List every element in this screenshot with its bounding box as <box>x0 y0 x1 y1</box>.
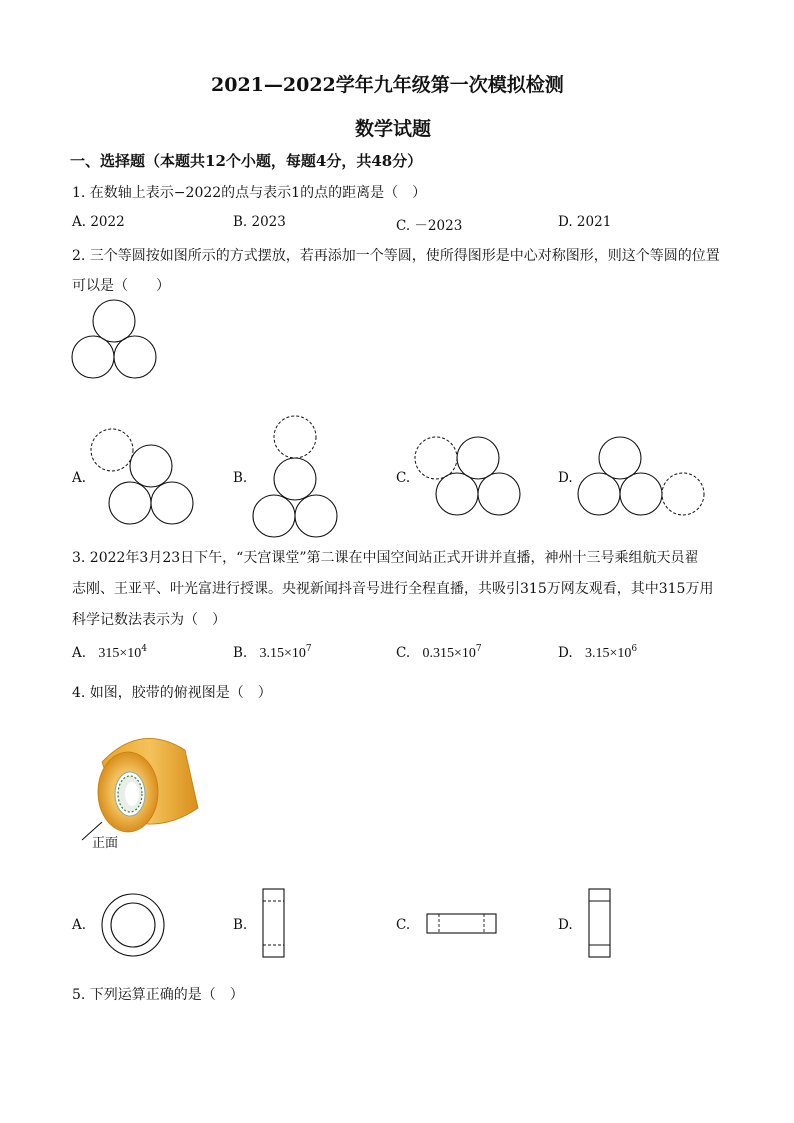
question-4-option-a-figure <box>98 893 168 963</box>
figure-circle-left <box>72 336 114 378</box>
question-4-option-c-label: C. <box>396 917 411 933</box>
figure-circle-left <box>436 473 478 515</box>
question-4-option-c-figure <box>426 913 500 937</box>
question-2-option-a-figure <box>88 426 198 526</box>
question-3-stem-line3: 科学记数法表示为（ ） <box>72 612 226 628</box>
inner-ring <box>111 903 155 947</box>
question-4-option-a-label: A. <box>72 917 87 933</box>
question-1-option-a: A. 2022 <box>72 214 125 230</box>
option-mantissa: 3.15×10 <box>584 646 632 661</box>
figure-circle-right <box>295 495 337 537</box>
figure-circle-right <box>620 473 662 515</box>
question-3-option-c <box>396 645 482 662</box>
figure-circle-top <box>599 437 641 479</box>
figure-circle-top <box>457 437 499 479</box>
question-1-option-b: B. 2023 <box>233 214 286 230</box>
question-2-option-c-figure <box>412 432 532 532</box>
question-2-stem-line2: 可以是（ ） <box>72 278 170 294</box>
figure-circle-top <box>274 458 316 500</box>
question-2-stem-line1: 2. 三个等圆按如图所示的方式摆放，若再添加一个等圆，使所得图形是中心对称图形，则这个等圆的位置 <box>72 248 720 264</box>
front-label: 正面 <box>92 836 119 851</box>
question-2-option-b-figure <box>250 412 350 542</box>
dashed-circle <box>415 437 457 479</box>
option-mantissa: 315×10 <box>98 646 142 661</box>
question-1-option-c: C. －2023 <box>396 218 463 234</box>
question-1-stem: 1. 在数轴上表示−2022的点与表示1的点的距离是（ ） <box>72 185 427 201</box>
question-2-option-a-label: A. <box>72 470 87 486</box>
question-5-stem: 5. 下列运算正确的是（ ） <box>72 987 244 1003</box>
question-4-option-d-label: D. <box>558 917 573 933</box>
question-2-option-d-figure <box>574 432 714 532</box>
question-3-stem-line1: 3. 2022年3月23日下午，“天宫课堂”第二课在中国空间站正式开讲并直播，神州十三号乘组航天员翟 <box>72 550 699 566</box>
option-label: C. <box>396 645 411 661</box>
question-4-option-b-label: B. <box>233 917 248 933</box>
question-4-stem: 4. 如图，胶带的俯视图是（ ） <box>72 685 272 701</box>
option-exponent: 7 <box>475 644 482 654</box>
figure-circle-top <box>130 445 172 487</box>
option-exponent: 4 <box>141 644 147 654</box>
figure-circle-top <box>93 300 135 342</box>
page-subtitle: 数学试题 <box>355 118 432 140</box>
option-mantissa: 0.315×10 <box>422 646 476 661</box>
question-4-option-d-figure <box>588 888 618 960</box>
option-exponent: 6 <box>631 644 638 654</box>
figure-circle-right <box>151 482 193 524</box>
question-2-option-c-label: C. <box>396 470 411 486</box>
option-label: D. <box>558 645 573 661</box>
question-3-option-d <box>558 645 637 662</box>
question-3-option-a <box>72 645 147 662</box>
dashed-circle <box>662 473 704 515</box>
option-exponent: 7 <box>305 644 312 654</box>
question-2-figure <box>68 298 168 388</box>
figure-circle-left <box>578 473 620 515</box>
dashed-circle <box>91 429 133 471</box>
option-label: B. <box>233 645 248 661</box>
figure-circle-right <box>114 336 156 378</box>
option-label: A. <box>72 645 87 661</box>
question-2-option-d-label: D. <box>558 470 573 486</box>
question-2-option-b-label: B. <box>233 470 248 486</box>
dashed-circle <box>274 416 316 458</box>
question-1-option-d: D. 2021 <box>558 214 612 230</box>
page-title: 2021—2022学年九年级第一次模拟检测 <box>211 74 564 96</box>
figure-circle-right <box>478 473 520 515</box>
option-mantissa: 3.15×10 <box>259 646 306 661</box>
figure-circle-left <box>253 495 295 537</box>
question-3-stem-line2: 志刚、王亚平、叶光富进行授课。央视新闻抖音号进行全程直播，共吸引315万网友观看，其中315万用 <box>72 581 714 597</box>
section-heading: 一、选择题（本题共12个小题，每题4分，共48分） <box>70 152 423 170</box>
question-4-option-b-figure <box>262 888 292 960</box>
question-3-option-b <box>233 645 312 662</box>
figure-circle-left <box>109 482 151 524</box>
